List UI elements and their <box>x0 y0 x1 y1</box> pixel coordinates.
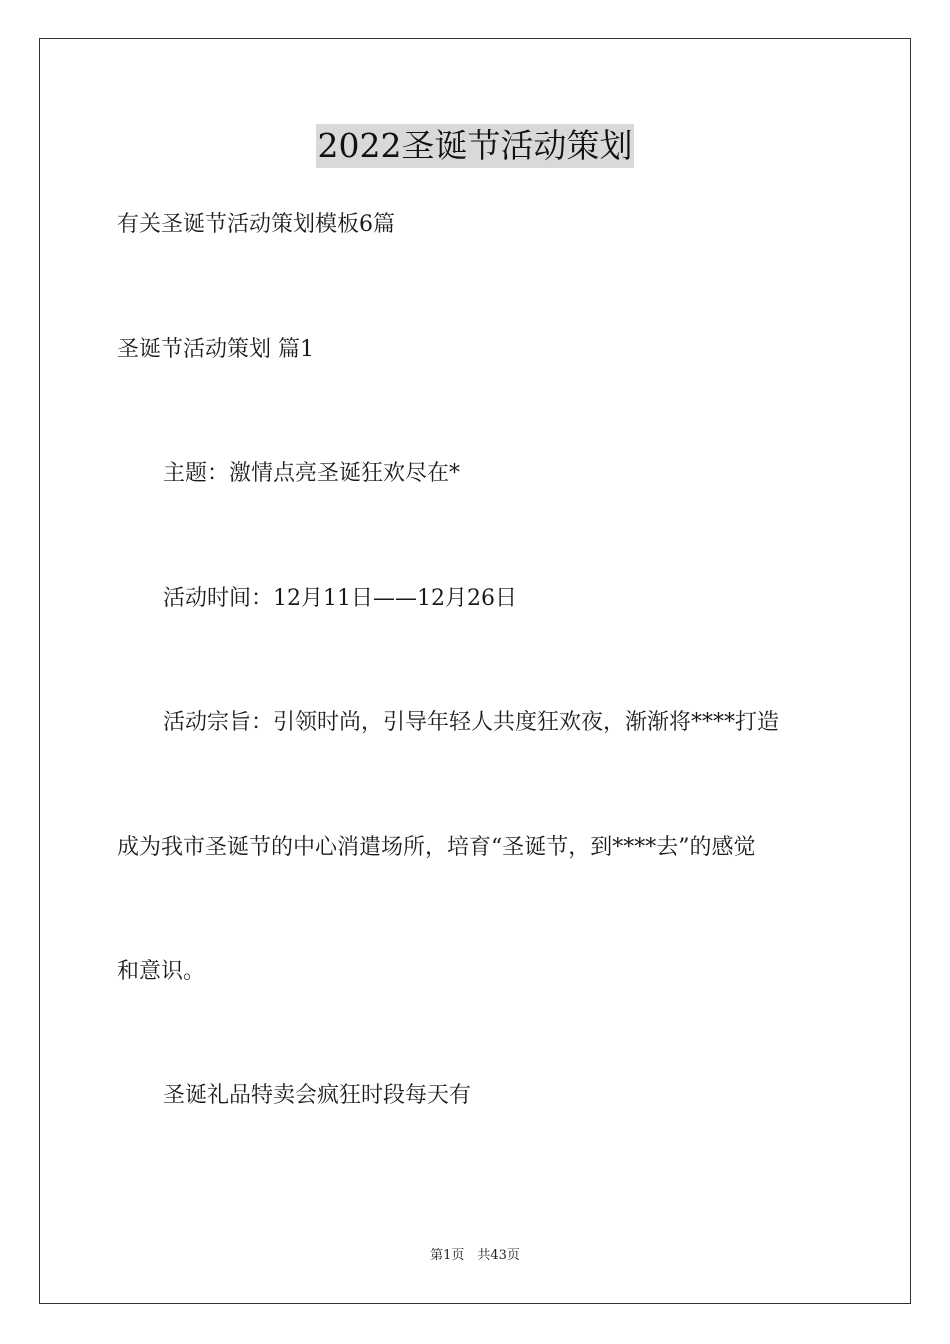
theme-paragraph: 主题：激情点亮圣诞狂欢尽在* <box>163 461 461 486</box>
title-container <box>0 124 950 168</box>
purpose-paragraph-line1: 活动宗旨：引领时尚，引导年轻人共度狂欢夜，渐渐将****打造 <box>163 710 780 735</box>
purpose-paragraph-line2: 成为我市圣诞节的中心消遣场所，培育“圣诞节，到****去”的感觉 <box>117 835 756 860</box>
page-footer: 第1页 共43页 <box>430 1248 520 1263</box>
gift-sale-paragraph: 圣诞礼品特卖会疯狂时段每天有 <box>163 1083 472 1108</box>
section-heading: 圣诞节活动策划 篇1 <box>117 337 314 362</box>
document-title: 2022圣诞节活动策划 <box>316 124 635 168</box>
subtitle-paragraph: 有关圣诞节活动策划模板6篇 <box>117 212 395 237</box>
time-paragraph: 活动时间：12月11日——12月26日 <box>163 586 517 611</box>
purpose-paragraph-line3: 和意识。 <box>117 959 206 984</box>
